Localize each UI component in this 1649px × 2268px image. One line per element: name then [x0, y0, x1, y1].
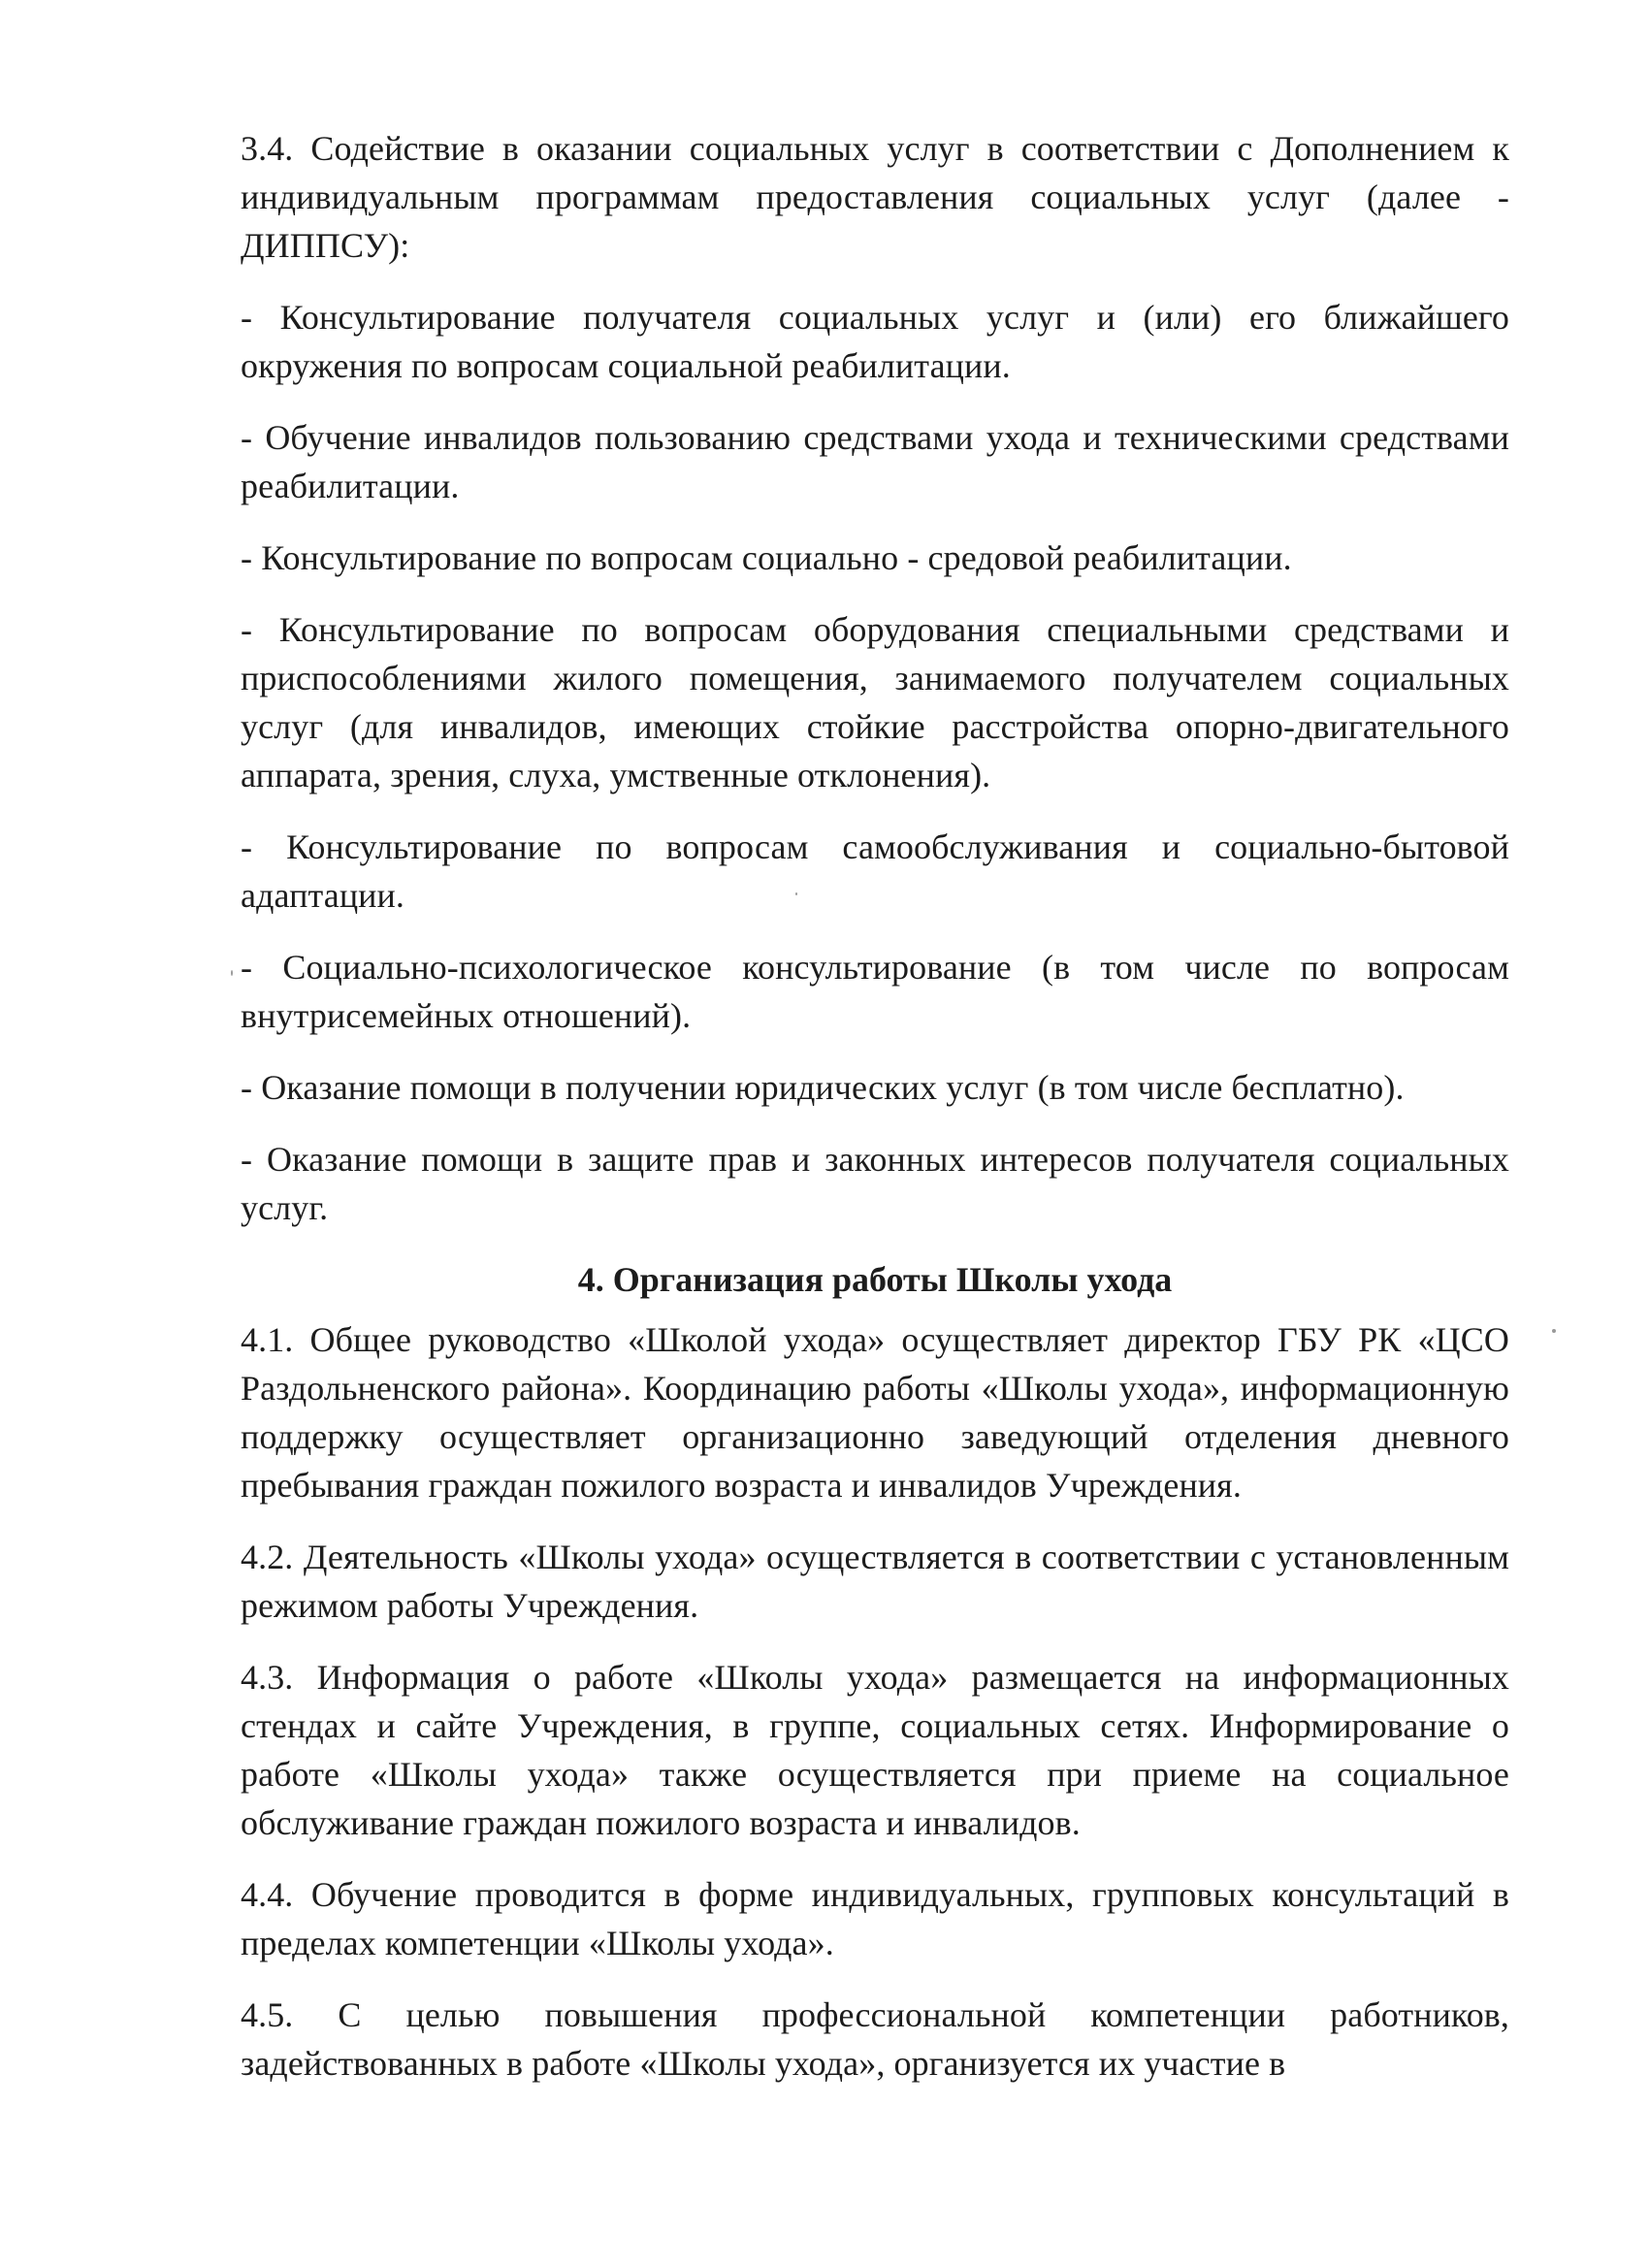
list-item-psychological-consulting: - Социально-психологическое консультирование (в том числе по вопросам внутрисемейных отношений).	[241, 948, 1509, 1035]
paragraph-4-2: 4.2. Деятельность «Школы ухода» осуществляется в соответствии с установленным режимом работы Учреждения.	[241, 1538, 1509, 1625]
document-page	[241, 124, 1509, 2111]
list-item-rights-protection: - Оказание помощи в защите прав и законных интересов получателя социальных услуг.	[241, 1140, 1509, 1227]
list-item-training-disabled: - Обучение инвалидов пользованию средствами ухода и техническими средствами реабилитации.	[241, 418, 1509, 505]
list-item-consulting-rehabilitation: - Консультирование получателя социальных услуг и (или) его ближайшего окружения по вопросам социальной реабилитации.	[241, 298, 1509, 385]
list-item-home-equipment: - Консультирование по вопросам оборудования специальными средствами и приспособлениями жилого помещения, занимаемого получателем социальных услуг (для инвалидов, имеющих стойкие расстройства опорно-двигательного аппарата, зрения, слуха, умственные отклонения).	[241, 610, 1509, 794]
paragraph-4-4: 4.4. Обучение проводится в форме индивидуальных, групповых консультаций в пределах компетенции «Школы ухода».	[241, 1875, 1509, 1962]
section-4-heading: 4. Организация работы Школы ухода	[577, 1260, 1173, 1299]
list-item-environmental-rehabilitation: - Консультирование по вопросам социально - средовой реабилитации.	[241, 538, 1292, 577]
paragraph-4-3: 4.3. Информация о работе «Школы ухода» размещается на информационных стендах и сайте Учреждения, в группе, социальных сетях. Информирование о работе «Школы ухода» также осуществляется при приеме на социальное обслуживание граждан пожилого возраста и инвалидов.	[241, 1658, 1509, 1842]
list-item-legal-services: - Оказание помощи в получении юридических услуг (в том числе бесплатно).	[241, 1068, 1405, 1107]
scan-speck	[1552, 1329, 1556, 1333]
scan-speck	[795, 892, 797, 895]
list-item-self-service: - Консультирование по вопросам самообслуживания и социально-бытовой адаптации.	[241, 827, 1509, 915]
paragraph-4-5: 4.5. С целью повышения профессиональной компетенции работников, задействованных в работе «Школы ухода», организуется их участие в	[241, 1995, 1509, 2083]
paragraph-4-1: 4.1. Общее руководство «Школой ухода» осуществляет директор ГБУ РК «ЦСО Раздольненского района». Координацию работы «Школы ухода», информационную поддержку осуществляет организационно заведующий отделения дневного пребывания граждан пожилого возраста и инвалидов Учреждения.	[241, 1320, 1509, 1505]
paragraph-3-4: 3.4. Содействие в оказании социальных услуг в соответствии с Дополнением к индивидуальным программам предоставления социальных услуг (далее - ДИППСУ):	[241, 129, 1509, 265]
scan-speck	[231, 970, 233, 976]
